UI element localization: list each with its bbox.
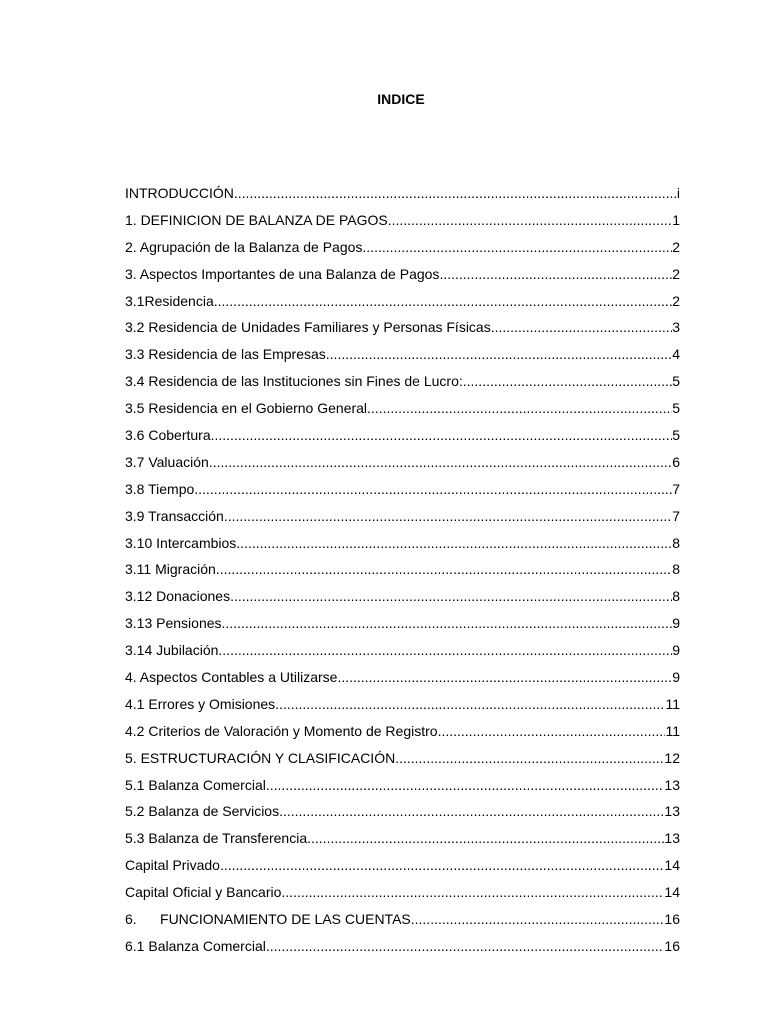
toc-page-number: 14 [664, 857, 680, 874]
toc-dot-leader [307, 825, 664, 852]
toc-page-number: 11 [665, 722, 680, 739]
toc-dot-leader [214, 288, 672, 315]
toc-entry-label: 3.2 Residencia de Unidades Familiares y Personas Físicas [125, 319, 491, 336]
toc-dot-leader [463, 368, 672, 395]
toc-entry-label: 2. Agrupación de la Balanza de Pagos [125, 238, 363, 255]
toc-dot-leader [326, 341, 672, 368]
toc-entry [125, 556, 680, 583]
toc-entry [125, 368, 680, 395]
toc-dot-leader [222, 610, 673, 637]
toc-entry-label: Capital Privado [125, 857, 220, 874]
toc-entry-label: 1. DEFINICION DE BALANZA DE PAGOS [125, 211, 388, 228]
toc-entry-label: 3.12 Donaciones [125, 588, 231, 605]
toc-page-number: 5 [672, 373, 680, 390]
toc-entry [125, 852, 680, 879]
toc-entry-label: 3.9 Transacción [125, 507, 224, 524]
toc-entry-label: 3.14 Jubilación [125, 642, 219, 659]
toc-entry [125, 207, 680, 234]
toc-entry [125, 664, 680, 691]
toc-entry [125, 879, 680, 906]
toc-dot-leader [230, 583, 672, 610]
toc-page-number: 16 [664, 937, 680, 954]
toc-dot-leader [266, 772, 665, 799]
toc-dot-leader [362, 234, 672, 261]
toc-entry [125, 772, 680, 799]
toc-dot-leader [367, 395, 672, 422]
toc-entry-label: Capital Oficial y Bancario [125, 884, 282, 901]
toc-entry [125, 745, 680, 772]
page-title: INDICE [377, 91, 425, 107]
toc-page-number: 2 [672, 292, 680, 309]
toc-page-number: 13 [664, 830, 680, 847]
toc-entry-label: 3.8 Tiempo [125, 480, 195, 497]
toc-dot-leader [216, 556, 672, 583]
toc-entry [125, 261, 680, 288]
toc-entry [125, 180, 680, 207]
toc-page-number: 11 [665, 695, 680, 712]
toc-page-number: 8 [672, 561, 680, 578]
toc-entry-label: 4.2 Criterios de Valoración y Momento de Registro [125, 722, 438, 739]
toc-dot-leader [220, 852, 664, 879]
toc-entry [125, 933, 680, 960]
toc-page-number: 2 [672, 238, 680, 255]
toc-entry-label: 3.5 Residencia en el Gobierno General [125, 400, 368, 417]
toc-entry [125, 234, 680, 261]
toc-dot-leader [411, 906, 665, 933]
toc-page-number: 7 [672, 480, 680, 497]
toc-entry-label: 3.10 Intercambios [125, 534, 237, 551]
toc-entry-label: 4. Aspectos Contables a Utilizarse [125, 669, 338, 686]
toc-page-number: 6 [672, 453, 680, 470]
toc-entry [125, 530, 680, 557]
toc-dot-leader [491, 314, 672, 341]
toc-entry [125, 288, 680, 315]
toc-entry-label: 6. FUNCIONAMIENTO DE LAS CUENTAS [125, 911, 411, 928]
toc-entry-label: 3. Aspectos Importantes de una Balanza de Pagos [125, 265, 440, 282]
toc-dot-leader [337, 664, 672, 691]
toc-dot-leader [275, 691, 665, 718]
toc-entry [125, 422, 680, 449]
toc-page-number: 8 [672, 534, 680, 551]
toc-entry-label: 5.2 Balanza de Servicios [125, 803, 280, 820]
toc-entry-label: 3.11 Migración [125, 561, 216, 578]
toc-page-number: 13 [664, 776, 680, 793]
toc-page-number: 5 [672, 427, 680, 444]
toc-entry-label: 5. ESTRUCTURACIÓN Y CLASIFICACIÓN [125, 749, 396, 766]
toc-page-number: 4 [672, 346, 680, 363]
toc-entry [125, 691, 680, 718]
toc-page-number: 2 [672, 265, 680, 282]
toc-page-number: 13 [664, 803, 680, 820]
toc-entry-label: 4.1 Errores y Omisiones [125, 695, 276, 712]
toc-page-number: 14 [664, 884, 680, 901]
toc-entry [125, 610, 680, 637]
toc-page-number: 16 [664, 911, 680, 928]
toc-dot-leader [388, 207, 673, 234]
toc-entry-label: 3.13 Pensiones [125, 615, 222, 632]
toc-page-number: 5 [672, 400, 680, 417]
toc-entry-label: 6.1 Balanza Comercial [125, 937, 266, 954]
toc-entry [125, 583, 680, 610]
toc-dot-leader [395, 745, 664, 772]
toc-entry [125, 718, 680, 745]
toc-entry [125, 314, 680, 341]
toc-entry [125, 798, 680, 825]
toc-page-number: 12 [664, 749, 680, 766]
toc-page-number: 7 [672, 507, 680, 524]
toc-page-number: i [676, 185, 680, 201]
toc-entry [125, 906, 680, 933]
toc-page-number: 8 [672, 588, 680, 605]
toc-page-number: 9 [672, 642, 680, 659]
toc-dot-leader [236, 530, 672, 557]
toc-page-number: 9 [672, 615, 680, 632]
toc-dot-leader [209, 449, 672, 476]
table-of-contents [125, 180, 680, 960]
toc-dot-leader [279, 798, 664, 825]
toc-entry-label: INTRODUCCIÓN [125, 185, 234, 201]
toc-dot-leader [438, 718, 666, 745]
toc-page-number: 1 [672, 211, 680, 228]
toc-dot-leader [218, 637, 672, 664]
toc-dot-leader [224, 503, 672, 530]
toc-entry-label: 3.4 Residencia de las Instituciones sin Fines de Lucro: [125, 373, 463, 390]
toc-entry [125, 476, 680, 503]
toc-entry-label: 5.3 Balanza de Transferencia [125, 830, 308, 847]
toc-entry [125, 503, 680, 530]
toc-dot-leader [281, 879, 664, 906]
toc-dot-leader [234, 180, 677, 207]
toc-entry-label: 3.3 Residencia de las Empresas [125, 346, 326, 363]
toc-entry [125, 449, 680, 476]
toc-entry [125, 825, 680, 852]
toc-entry-label: 3.1Residencia [125, 292, 214, 309]
toc-entry [125, 637, 680, 664]
toc-entry-label: 3.6 Cobertura [125, 427, 211, 444]
toc-dot-leader [266, 933, 665, 960]
toc-entry-label: 3.7 Valuación [125, 453, 209, 470]
toc-entry [125, 341, 680, 368]
toc-page-number: 3 [672, 319, 680, 336]
toc-entry [125, 395, 680, 422]
toc-page-number: 9 [672, 669, 680, 686]
toc-dot-leader [439, 261, 672, 288]
toc-entry-label: 5.1 Balanza Comercial [125, 776, 266, 793]
toc-dot-leader [211, 422, 673, 449]
toc-dot-leader [194, 476, 672, 503]
